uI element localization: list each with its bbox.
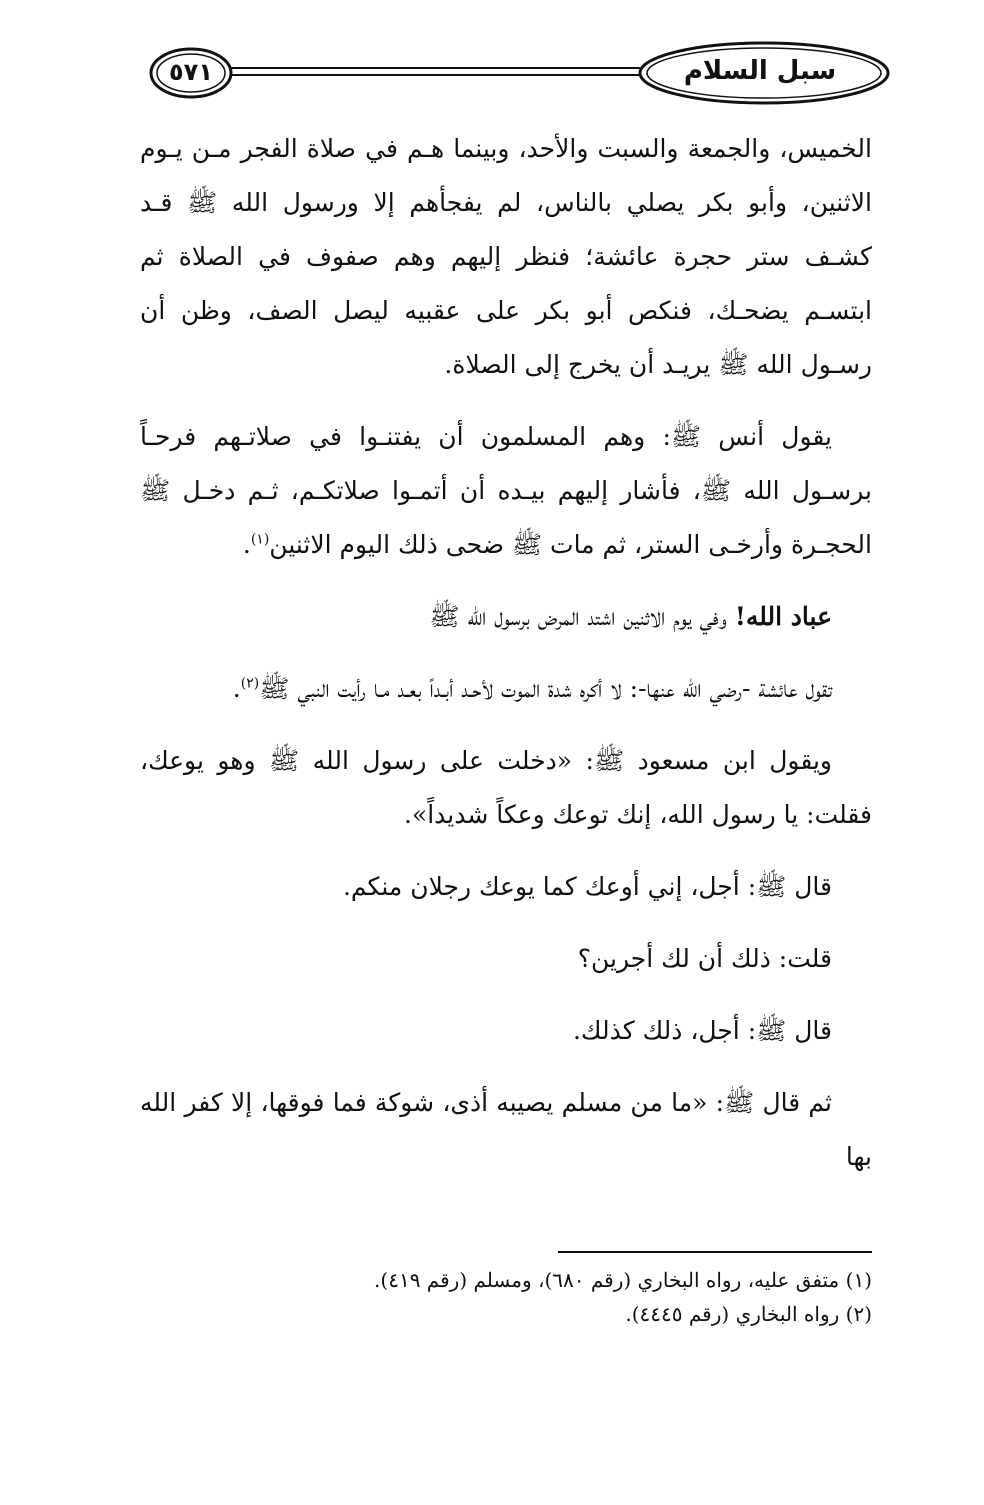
- paragraph-4-text: تقول عائشة -رضي الله عنها-: لا أكره شدة الموت لأحـد أبـداً بعـد مـا رأيت النبي ﷺ: [259, 674, 832, 703]
- paragraph-1: الخميس، والجمعة والسبت والأحد، وبينما هـم في صلاة الفجر مـن يـوم الاثنين، وأبو بكر يصلي بالناس، لم يفجأهم إلا ورسول الله ﷺ قـد كشـف ستر حجرة عائشة؛ فنظر إليهم وهم صفوف في الصلاة ثم ابتسـم يضحـك، فنكص أبو بكر على عقبيه ليصل الصف، وظن أن رسـول الله ﷺ يريـد أن يخرج إلى الصلاة.: [140, 134, 872, 379]
- paragraph-9: ثم قال ﷺ: «ما من مسلم يصيبه أذى، شوكة فما فوقها، إلا كفر الله بها: [140, 1088, 872, 1171]
- paragraph-4: تقول عائشة -رضي الله عنها-: لا أكره شدة الموت لأحـد أبـداً بعـد مـا رأيت النبي ﷺ$^{(٢)}$.: [232, 674, 832, 703]
- footnote-ref-1: (١): [250, 531, 270, 548]
- footnote-1: (١) متفق عليه، رواه البخاري (رقم ٦٨٠)، ومسلم (رقم ٤١٩).: [374, 1268, 872, 1292]
- paragraph-3: [140, 590, 872, 644]
- footnote-ref-2: (٢): [240, 675, 260, 692]
- page-header: [140, 40, 890, 110]
- footnote-divider: [558, 1251, 872, 1253]
- book-title: سبل السلام: [683, 56, 837, 86]
- paragraph-3-text: وفي يوم الاثنين اشتد المرض برسول الله ﷺ: [429, 602, 735, 631]
- main-text: [140, 122, 872, 1184]
- footnotes: [300, 1263, 872, 1331]
- paragraph-2: يقول أنس ﷺ: وهم المسلمون أن يفتنـوا في صلاتـهم فرحـاً برسـول الله ﷺ، فأشار إليهم بيـده أن أتمـوا صلاتكـم، ثـم دخـل ﷺ الحجـرة وأرخـى الستر، ثم مات ﷺ ضحى ذلك اليوم الاثنين$^{(١)}$.: [140, 422, 872, 559]
- paragraph-6: قال ﷺ: أجل، إني أوعك كما يوعك رجلان منكم.: [342, 872, 832, 901]
- page-number: ٥٧١: [169, 58, 213, 86]
- paragraph-2-text: يقول أنس ﷺ: وهم المسلمون أن يفتنـوا في صلاتـهم فرحـاً برسـول الله ﷺ، فأشار إليهم بيـده أن أتمـوا صلاتكـم، ثـم دخـل ﷺ الحجـرة وأرخـى الستر، ثم مات ﷺ ضحى ذلك اليوم الاثنين: [140, 422, 872, 559]
- footnote-2: (٢) رواه البخاري (رقم ٤٤٤٥).: [625, 1302, 872, 1326]
- paragraph-3-lead: عباد الله!: [734, 602, 832, 631]
- paragraph-7: قلت: ذلك أن لك أجرين؟: [577, 944, 832, 973]
- paragraph-8: قال ﷺ: أجل، ذلك كذلك.: [572, 1016, 832, 1045]
- paragraph-5: ويقول ابن مسعود ﷺ: «دخلت على رسول الله ﷺ وهو يوعك، فقلت: يا رسول الله، إنك توعك وعكاً شديداً».: [140, 746, 872, 829]
